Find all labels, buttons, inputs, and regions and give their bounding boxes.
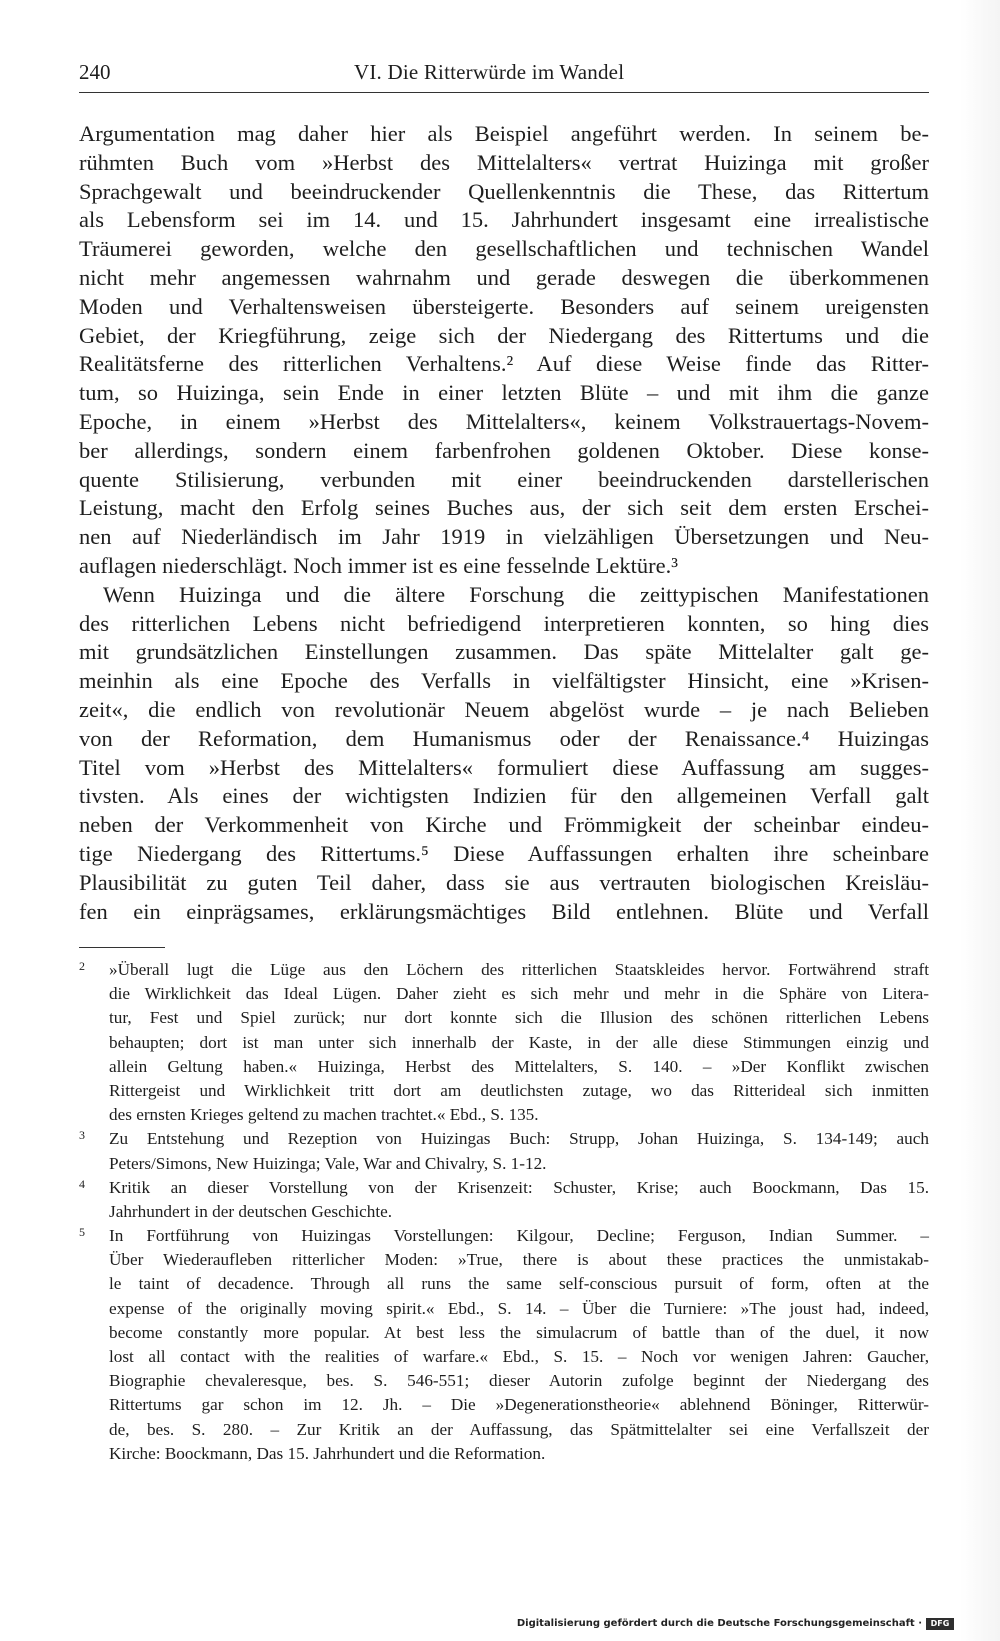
body-line: Gebiet, der Kriegführung, zeige sich der Niedergang des Rittertums und die <box>79 322 929 348</box>
footnote-2 <box>79 958 929 1127</box>
body-line: Sprachgewalt und beeindruckender Quellenkenntnis die These, das Rittertum <box>79 178 929 204</box>
footnote-5 <box>79 1224 929 1466</box>
body-line: zeit«, die endlich von revolutionär Neuem abgelöst wurde – je nach Belieben <box>79 696 929 722</box>
footnote-line: die Wirklichkeit das Ideal Lügen. Daher zieht es sich mehr und mehr in die Sphäre von Litera- <box>109 984 929 1004</box>
footnote-number: 2 <box>79 959 85 973</box>
body-line: Epoche, in einem »Herbst des Mittelalters«, keinem Volkstrauertags-Novem- <box>79 408 929 434</box>
body-text <box>79 120 929 926</box>
page-number: 240 <box>79 60 111 84</box>
body-line: rühmten Buch vom »Herbst des Mittelalters« vertrat Huizinga mit großer <box>79 149 929 175</box>
body-line: nen auf Niederländisch im Jahr 1919 in vielzähligen Übersetzungen und Neu- <box>79 524 929 550</box>
body-line: Titel vom »Herbst des Mittelalters« formuliert diese Auffassung am sugges- <box>79 754 929 780</box>
footnote-line: Kirche: Boockmann, Das 15. Jahrhundert und die Reformation. <box>109 1443 546 1463</box>
footnote-line: Kritik an dieser Vorstellung von der Krisenzeit: Schuster, Krise; auch Boockmann, Das 15. <box>109 1177 929 1197</box>
body-line: Plausibilität zu guten Teil daher, dass sie aus vertrauten biologischen Kreisläu- <box>79 869 929 895</box>
body-line: Träumerei geworden, welche den gesellschaftlichen und technischen Wandel <box>79 236 929 262</box>
footnote-4 <box>79 1176 929 1224</box>
dfg-logo-icon: DFG <box>926 1618 954 1630</box>
digitization-credit: Digitalisierung gefördert durch die Deutsche Forschungsgemeinschaft · <box>516 1618 922 1629</box>
footnote-line: allein Geltung haben.« Huizinga, Herbst des Mittelalters, S. 140. – »Der Konflikt zwischen <box>109 1056 929 1076</box>
footnotes <box>79 958 929 1466</box>
body-line: ber allerdings, sondern einem farbenfrohen goldenen Oktober. Diese konse- <box>79 437 929 463</box>
body-line: fen ein einprägsames, erklärungsmächtiges Bild entlehnen. Blüte und Verfall <box>79 898 929 924</box>
footnote-rule <box>79 947 165 948</box>
footnote-line: lost all contact with the realities of warfare.« Ebd., S. 15. – Noch vor wenigen Jahren: Gaucher, <box>109 1347 929 1366</box>
body-line: von der Reformation, dem Humanismus oder der Renaissance.⁴ Huizingas <box>79 725 929 751</box>
footnote-line: le taint of decadence. Through all runs the same self-conscious pursuit of form, often at the <box>109 1274 929 1294</box>
body-line: Realitätsferne des ritterlichen Verhaltens.² Auf diese Weise finde das Ritter- <box>79 351 929 377</box>
footnote-line: expense of the originally moving spirit.« Ebd., S. 14. – Über die Turniere: »The joust had, indeed, <box>109 1298 929 1318</box>
footnote-line: Biographie chevaleresque, bes. S. 546-551; dieser Autorin zufolge beginnt der Niedergang des <box>109 1371 929 1391</box>
footnote-3 <box>79 1127 929 1175</box>
body-line: quente Stilisierung, verbunden mit einer beeindruckenden darstellerischen <box>79 466 929 492</box>
running-header <box>79 58 929 93</box>
footnote-line: Rittertums gar schon im 12. Jh. – Die »Degenerationstheorie« ablehnend Böninger, Ritterwür- <box>109 1395 929 1415</box>
footnote-line: des ernsten Krieges geltend zu machen trachtet.« Ebd., S. 135. <box>109 1105 539 1125</box>
footnote-number: 4 <box>79 1176 85 1191</box>
body-line: meinhin als eine Epoche des Verfalls in vielfältigster Hinsicht, eine »Krisen- <box>79 668 929 694</box>
body-line: Leistung, macht den Erfolg seines Buches aus, der sich seit dem ersten Erschei- <box>79 495 929 521</box>
footnote-line: Zu Entstehung und Rezeption von Huizingas Buch: Strupp, Johan Huizinga, S. 134-149; auch <box>109 1129 929 1149</box>
body-line: auflagen niederschlägt. Noch immer ist es eine fesselnde Lektüre.³ <box>79 552 679 578</box>
footnote-number: 5 <box>79 1225 85 1240</box>
footnote-line: tur, Fest und Spiel zurück; nur dort konnte sich die Illusion des schönen ritterlichen Lebens <box>109 1008 929 1028</box>
body-line: des ritterlichen Lebens nicht befriedigend interpretieren konnten, so hing dies <box>79 610 929 636</box>
body-line: neben der Verkommenheit von Kirche und Frömmigkeit der scheinbar eindeu- <box>79 812 929 838</box>
body-line: nicht mehr angemessen wahrnahm und gerade deswegen die überkommenen <box>79 264 929 290</box>
body-line: als Lebensform sei im 14. und 15. Jahrhundert insgesamt eine irrealistische <box>79 207 929 233</box>
body-line: mit grundsätzlichen Einstellungen zusammen. Das späte Mittelalter galt ge- <box>79 639 929 665</box>
footnote-line: Über Wiederaufleben ritterlicher Moden: »True, there is about these practices the unmistakab- <box>109 1250 929 1270</box>
body-line: Moden und Verhaltensweisen übersteigerte. Besonders auf seinem ureigensten <box>79 293 929 319</box>
footnote-number: 3 <box>79 1128 85 1143</box>
footnote-line: behaupten; dort ist man unter sich innerhalb der Kaste, in der alle diese Stimmungen einzig und <box>109 1032 929 1052</box>
footnote-line: Rittergeist und Wirklichkeit tritt dort am deutlichsten zutage, wo das Ritterideal sich inmitten <box>109 1080 929 1100</box>
footnote-line: de, bes. S. 280. – Zur Kritik an der Auffassung, das Spätmittelalter sei eine Verfallszeit der <box>109 1419 929 1439</box>
body-line: Argumentation mag daher hier als Beispiel angeführt werden. In seinem be- <box>79 121 929 146</box>
page-edge-shadow <box>960 0 1000 1641</box>
footnote-line: »Überall lugt die Lüge aus den Löchern des ritterlichen Staatskleides hervor. Fortwährend straft <box>109 960 929 979</box>
footnote-line: Jahrhundert in der deutschen Geschichte. <box>109 1201 393 1221</box>
running-title: VI. Die Ritterwürde im Wandel <box>354 60 625 84</box>
footnote-line: Peters/Simons, New Huizinga; Vale, War and Chivalry, S. 1-12. <box>109 1153 547 1173</box>
footnote-line: become constantly more popular. At best less the simulacrum of battle than of the duel, it now <box>109 1322 929 1342</box>
body-line: tivsten. Als eines der wichtigsten Indizien für den allgemeinen Verfall galt <box>79 783 929 809</box>
footnote-line: In Fortführung von Huizingas Vorstellungen: Kilgour, Decline; Ferguson, Indian Summer. – <box>109 1226 929 1246</box>
body-line: Wenn Huizinga und die ältere Forschung die zeittypischen Manifestationen <box>103 581 929 607</box>
body-line: tum, so Huizinga, sein Ende in einer letzten Blüte – und mit ihm die ganze <box>79 380 929 406</box>
body-line: tige Niedergang des Rittertums.⁵ Diese Auffassungen erhalten ihre scheinbare <box>79 840 929 866</box>
